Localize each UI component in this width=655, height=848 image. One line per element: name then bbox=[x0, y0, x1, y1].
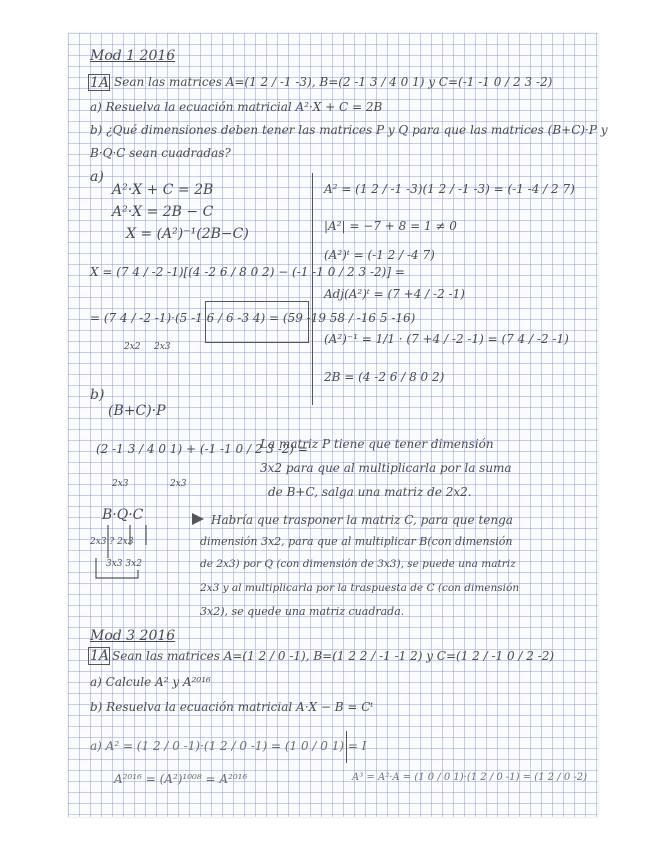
ex1-part-a: a) Resuelva la ecuación matricial A²·X + C = 2B bbox=[90, 100, 383, 114]
equation-3: X = (A²)⁻¹(2B−C) bbox=[126, 226, 249, 242]
q-explanation-1: Habría que trasponer la matriz C, para que tenga bbox=[211, 513, 513, 527]
inverse: (A²)⁻¹ = 1/1 · (7 +4 / -2 -1) = (7 4 / -2 -1) bbox=[324, 332, 569, 346]
ex2-part-a: a) Calcule A² y A²⁰¹⁶ bbox=[90, 675, 211, 689]
ex2-part-b: b) Resuelva la ecuación matricial A·X − B = Cᵗ bbox=[90, 700, 374, 714]
dims-2x2: 2x2 bbox=[124, 342, 141, 352]
q-explanation-2: dimensión 3x2, para que al multiplicar B(con dimensión bbox=[200, 535, 513, 548]
adjoint: Adj(A²)ᵗ = (7 +4 / -2 -1) bbox=[324, 287, 465, 301]
ex2-power: A²⁰¹⁶ = (A²)¹⁰⁰⁸ = A²⁰¹⁶ bbox=[114, 772, 248, 786]
ex2-statement: Sean las matrices A=(1 2 / 0 -1), B=(1 2 2 / -1 -1 2) y C=(1 2 / -1 0 / 2 -2) bbox=[112, 649, 555, 663]
x-result-line1: X = (7 4 / -2 -1)[(4 -2 6 / 8 0 2) − (-1 -1 0 / 2 3 -2)] = bbox=[90, 265, 405, 279]
p-explanation-3: de B+C, salga una matriz de 2x2. bbox=[268, 485, 472, 499]
bqc-dims: 2x3 ? 2x3 bbox=[90, 537, 134, 547]
q-explanation-5: 3x2), se quede una matriz cuadrada. bbox=[200, 605, 405, 618]
bracket-line bbox=[96, 558, 138, 578]
bc-times-p: (B+C)·P bbox=[108, 403, 166, 419]
ex2-solution-a: a) A² = (1 2 / 0 -1)·(1 2 / 0 -1) = (1 0 / 0 1) = I bbox=[90, 739, 367, 753]
x-result-line2: = (7 4 / -2 -1)·(5 -1 6 / 6 -3 4) = (59 -19 58 / -16 5 -16) bbox=[90, 311, 416, 325]
ex2-label: 1A bbox=[90, 648, 110, 664]
determinant: |A²| = −7 + 8 = 1 ≠ 0 bbox=[324, 219, 457, 233]
solution-b-label: b) bbox=[90, 387, 105, 403]
dims-2x3: 2x3 bbox=[154, 342, 171, 352]
bqc-dims-2: 3x3 3x2 bbox=[106, 559, 142, 569]
p-explanation-2: 3x2 para que al multiplicarla por la suma bbox=[260, 461, 512, 475]
ex1-statement: Sean las matrices A=(1 2 / -1 -3), B=(2 -1 3 / 4 0 1) y C=(-1 -1 0 / 2 3 -2) bbox=[114, 75, 553, 89]
equation-1: A²·X + C = 2B bbox=[112, 182, 214, 198]
solution-a-label: a) bbox=[90, 169, 104, 185]
dims-c: 2x3 bbox=[170, 479, 187, 489]
q-explanation-4: 2x3 y al multiplicarla por la traspuesta de C (con dimensión bbox=[200, 582, 520, 594]
dims-b: 2x3 bbox=[112, 479, 129, 489]
bc-sum: (2 -1 3 / 4 0 1) + (-1 -1 0 / 2 3 -2) = bbox=[96, 442, 308, 456]
ex2-a-cubed: A³ = A²·A = (1 0 / 0 1)·(1 2 / 0 -1) = (1 2 / 0 -2) bbox=[352, 772, 588, 783]
a-squared-calculation: A² = (1 2 / -1 -3)(1 2 / -1 -3) = (-1 -4 / 2 7) bbox=[324, 182, 575, 196]
ex1-label: 1A bbox=[90, 75, 110, 91]
transpose: (A²)ᵗ = (-1 2 / -4 7) bbox=[324, 248, 435, 262]
bqc-product: B·Q·C bbox=[102, 507, 144, 523]
two-b: 2B = (4 -2 6 / 8 0 2) bbox=[324, 370, 445, 384]
ex1-part-b-line2: B·Q·C sean cuadradas? bbox=[90, 146, 231, 160]
section2-title: Mod 3 2016 bbox=[90, 628, 176, 644]
arrow-icon bbox=[192, 513, 204, 525]
p-explanation-1: La matriz P tiene que tener dimensión bbox=[260, 437, 494, 451]
q-explanation-3: de 2x3) por Q (con dimensión de 3x3), se puede una matriz bbox=[200, 558, 516, 570]
ex1-part-b-line1: b) ¿Qué dimensiones deben tener las matrices P y Q para que las matrices (B+C)·P y bbox=[90, 123, 608, 137]
section1-title: Mod 1 2016 bbox=[90, 48, 176, 64]
equation-2: A²·X = 2B − C bbox=[112, 204, 214, 220]
pencil-marks bbox=[68, 33, 598, 817]
graph-paper-sheet bbox=[68, 33, 608, 817]
